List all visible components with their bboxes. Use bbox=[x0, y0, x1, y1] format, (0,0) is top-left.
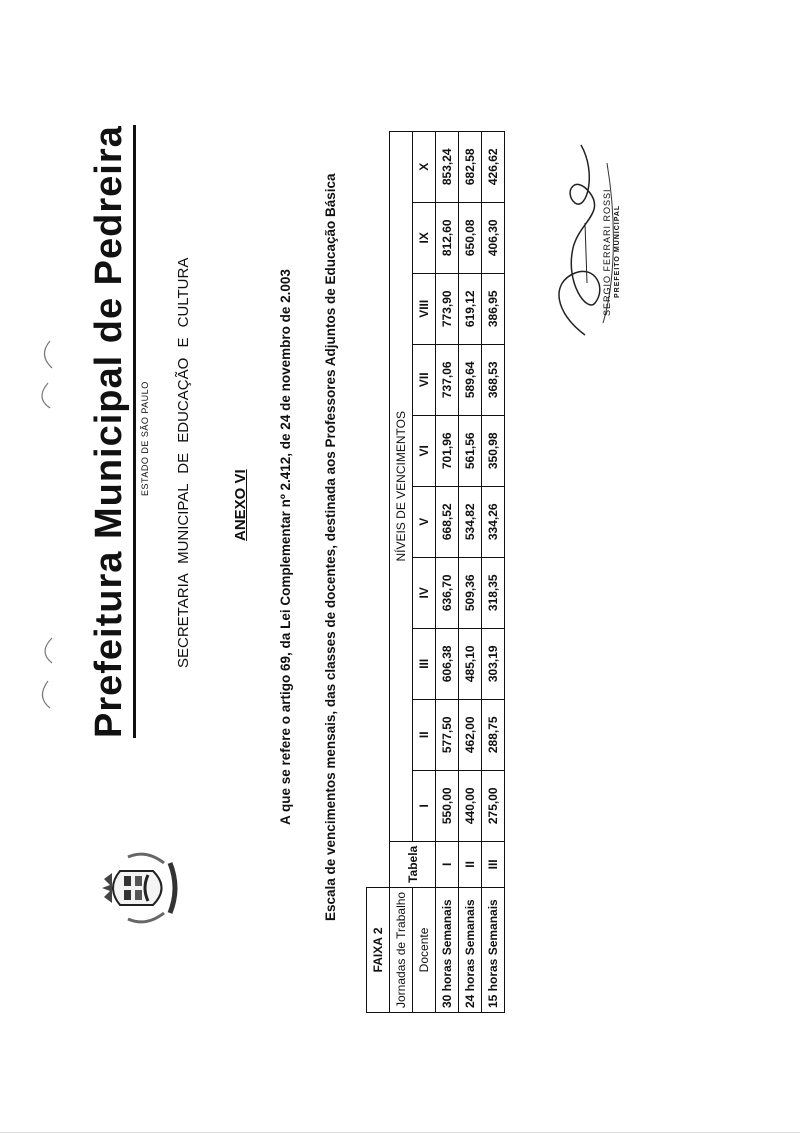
value-cell: 462,00 bbox=[459, 699, 482, 770]
table-header-row bbox=[390, 131, 413, 1012]
value-cell: 589,64 bbox=[459, 344, 482, 415]
value-cell: 485,10 bbox=[459, 628, 482, 699]
empty-cell bbox=[367, 131, 390, 841]
handwritten-signature-icon bbox=[545, 143, 625, 343]
tabela-cell: I bbox=[436, 841, 459, 887]
empty-cell bbox=[367, 841, 390, 887]
docente-cell: 24 horas Semanais bbox=[459, 887, 482, 1012]
faixa-cell: FAIXA 2 bbox=[367, 887, 390, 1012]
annex-title: ANEXO VI bbox=[232, 469, 249, 541]
value-cell: 577,50 bbox=[436, 699, 459, 770]
value-cell: 737,06 bbox=[436, 344, 459, 415]
tabela-header: Tabela bbox=[390, 841, 436, 887]
level-header: VI bbox=[413, 415, 436, 486]
scan-mark bbox=[30, 628, 60, 668]
law-reference: A que se refere o artigo 69, da Lei Complementar nº 2.412, de 24 de novembro de 2.003 bbox=[278, 269, 293, 825]
salary-table bbox=[366, 131, 505, 1013]
value-cell: 509,36 bbox=[459, 557, 482, 628]
value-cell: 288,75 bbox=[482, 699, 505, 770]
value-cell: 561,56 bbox=[459, 415, 482, 486]
tabela-cell: II bbox=[459, 841, 482, 887]
value-cell: 318,35 bbox=[482, 557, 505, 628]
level-header: IX bbox=[413, 202, 436, 273]
value-cell: 303,19 bbox=[482, 628, 505, 699]
level-header: IV bbox=[413, 557, 436, 628]
value-cell: 636,70 bbox=[436, 557, 459, 628]
tabela-cell: III bbox=[482, 841, 505, 887]
level-header: X bbox=[413, 131, 436, 202]
table-header-row bbox=[367, 131, 390, 1012]
value-cell: 550,00 bbox=[436, 770, 459, 841]
value-cell: 440,00 bbox=[459, 770, 482, 841]
value-cell: 682,58 bbox=[459, 131, 482, 202]
value-cell: 426,62 bbox=[482, 131, 505, 202]
level-header: II bbox=[413, 699, 436, 770]
state-label: ESTADO DE SÃO PAULO bbox=[140, 381, 150, 496]
value-cell: 368,53 bbox=[482, 344, 505, 415]
table-description: Escala de vencimentos mensais, das classes de docentes, destinada aos Professores Adjuntos de Educação Básica bbox=[323, 173, 338, 921]
value-cell: 650,08 bbox=[459, 202, 482, 273]
value-cell: 350,98 bbox=[482, 415, 505, 486]
jornadas-header: Jornadas de Trabalho bbox=[390, 887, 413, 1012]
municipal-coat-of-arms-icon bbox=[98, 843, 188, 933]
docente-header: Docente bbox=[413, 887, 436, 1012]
level-header: III bbox=[413, 628, 436, 699]
level-header: VII bbox=[413, 344, 436, 415]
value-cell: 606,38 bbox=[436, 628, 459, 699]
value-cell: 701,96 bbox=[436, 415, 459, 486]
table-row bbox=[459, 131, 482, 1012]
page-title: Prefeitura Municipal de Pedreira bbox=[88, 125, 136, 738]
value-cell: 773,90 bbox=[436, 273, 459, 344]
scan-mark bbox=[30, 373, 60, 413]
value-cell: 406,30 bbox=[482, 202, 505, 273]
scan-mark bbox=[30, 333, 60, 373]
value-cell: 668,52 bbox=[436, 486, 459, 557]
signatory-role: PREFEITO MUNICIPAL bbox=[614, 204, 621, 298]
value-cell: 812,60 bbox=[436, 202, 459, 273]
niveis-header: NÍVEIS DE VENCIMENTOS bbox=[390, 131, 413, 841]
secretaria-label: SECRETARIA MUNICIPAL DE EDUCAÇÃO E CULTURA bbox=[175, 257, 192, 668]
signatory-name: SERGIO FERRARI ROSSI bbox=[602, 188, 612, 316]
value-cell: 386,95 bbox=[482, 273, 505, 344]
value-cell: 275,00 bbox=[482, 770, 505, 841]
value-cell: 534,82 bbox=[459, 486, 482, 557]
table-row bbox=[482, 131, 505, 1012]
docente-cell: 15 horas Semanais bbox=[482, 887, 505, 1012]
level-header: VIII bbox=[413, 273, 436, 344]
docente-cell: 30 horas Semanais bbox=[436, 887, 459, 1012]
table-row bbox=[436, 131, 459, 1012]
value-cell: 334,26 bbox=[482, 486, 505, 557]
value-cell: 619,12 bbox=[459, 273, 482, 344]
level-header: I bbox=[413, 770, 436, 841]
scan-mark bbox=[30, 673, 60, 713]
value-cell: 853,24 bbox=[436, 131, 459, 202]
level-header: V bbox=[413, 486, 436, 557]
